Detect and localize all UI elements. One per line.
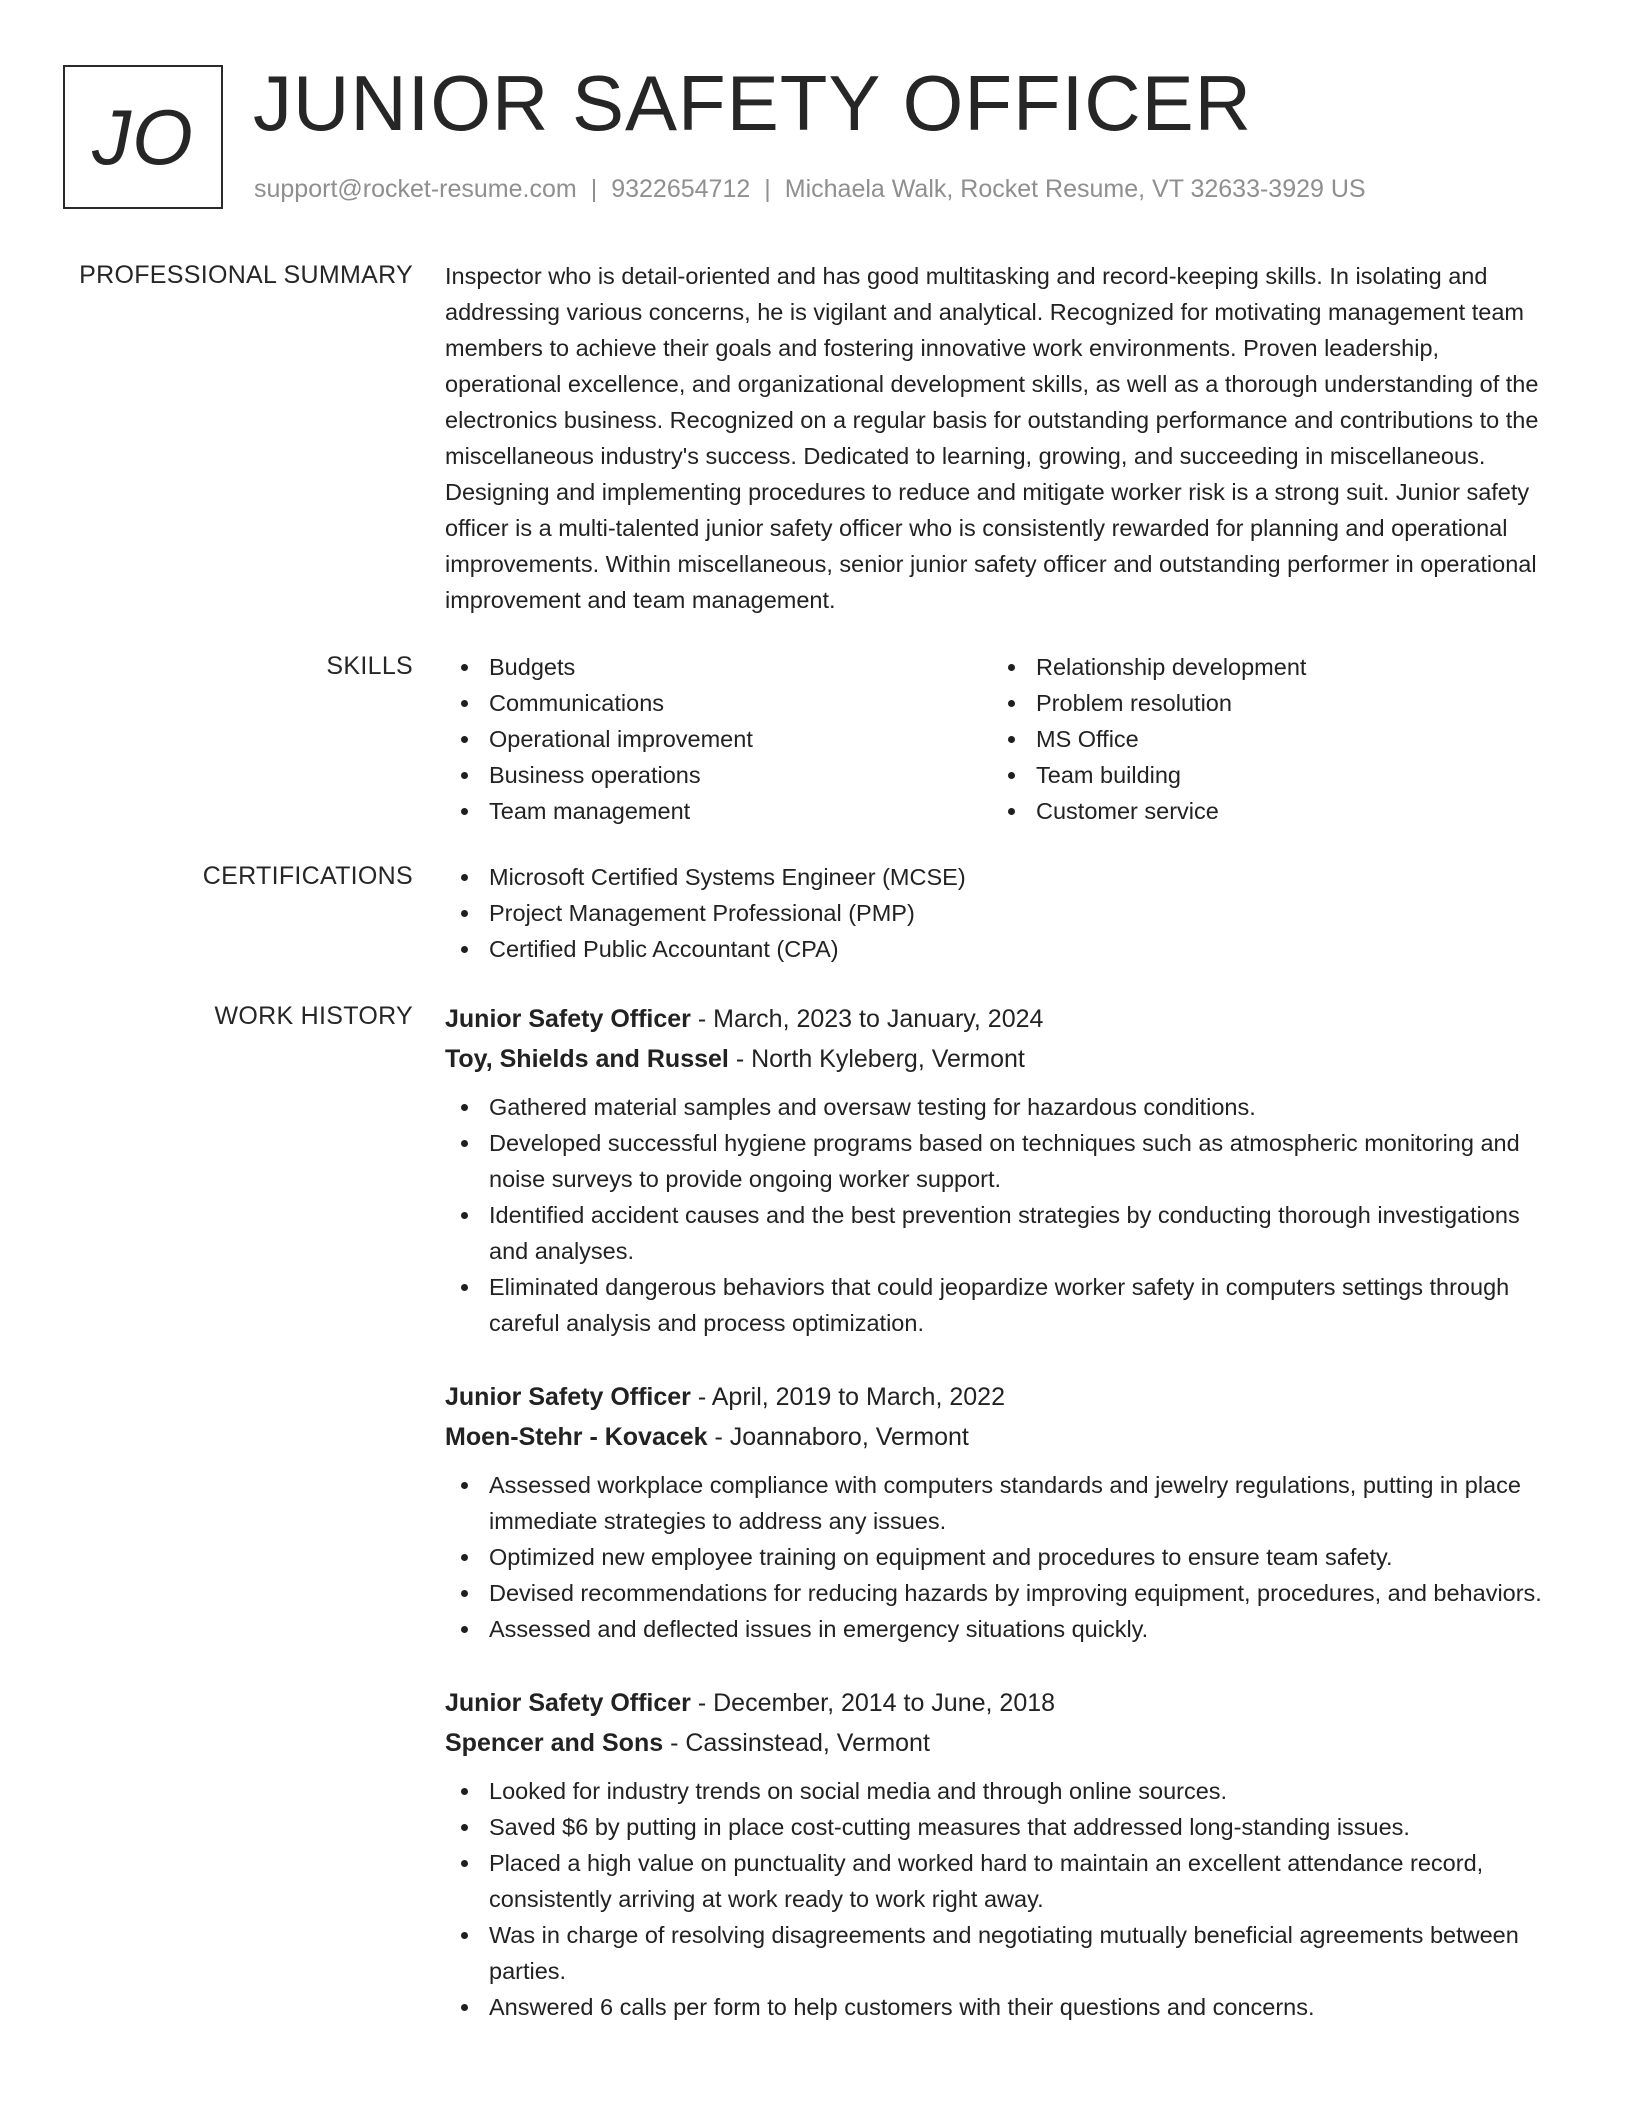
job-company-line [445,1417,1560,1457]
contact-separator: | [590,175,598,203]
skills-list-right [992,649,1539,829]
job-title-line [445,1377,1560,1417]
job-bullet: Was in charge of resolving disagreements and negotiating mutually beneficial agreements between parties. [445,1917,1560,1989]
skills-list-left [445,649,992,829]
skill-item: Communications [445,685,992,721]
job-location: - North Kyleberg, Vermont [728,1045,1025,1073]
certifications-list [445,859,1560,967]
skill-item: Budgets [445,649,992,685]
skill-item: Relationship development [992,649,1539,685]
contact-line [254,175,1366,204]
job-bullets [445,1467,1560,1647]
contact-phone: 9322654712 [611,175,751,203]
section-label-summary: PROFESSIONAL SUMMARY [79,261,413,289]
job-bullets [445,1773,1560,2025]
job-bullet: Assessed and deflected issues in emergency situations quickly. [445,1611,1560,1647]
job-bullet: Developed successful hygiene programs based on techniques such as atmospheric monitoring and noise surveys to provide ongoing worker support. [445,1125,1560,1197]
section-label-certifications: CERTIFICATIONS [202,862,413,890]
skill-item: MS Office [992,721,1539,757]
certification-item: Microsoft Certified Systems Engineer (MCSE) [445,859,1560,895]
job-company-line [445,1723,1560,1763]
job-company-line [445,1039,1560,1079]
job-bullet: Saved $6 by putting in place cost-cutting measures that addressed long-standing issues. [445,1809,1560,1845]
job-bullet: Eliminated dangerous behaviors that could jeopardize worker safety in computers settings through careful analysis and process optimization. [445,1269,1560,1341]
job-entry [445,999,1560,1341]
skills-grid [445,649,1560,829]
skill-item: Operational improvement [445,721,992,757]
job-bullet: Placed a high value on punctuality and worked hard to maintain an excellent attendance record, consistently arriving at work ready to work right away. [445,1845,1560,1917]
job-title-line [445,1683,1560,1723]
skill-item: Team building [992,757,1539,793]
page-title: JUNIOR SAFETY OFFICER [253,59,1252,147]
work-history-list [445,999,1560,2061]
job-bullet: Optimized new employee training on equipment and procedures to ensure team safety. [445,1539,1560,1575]
job-bullet: Gathered material samples and oversaw testing for hazardous conditions. [445,1089,1560,1125]
skill-item: Business operations [445,757,992,793]
contact-email: support@rocket-resume.com [254,175,577,203]
job-dates: - December, 2014 to June, 2018 [690,1689,1056,1717]
section-label-skills: SKILLS [326,652,413,680]
monogram-logo: JO [63,65,223,209]
job-bullet: Answered 6 calls per form to help customers with their questions and concerns. [445,1989,1560,2025]
job-title: Junior Safety Officer [445,1689,691,1717]
job-bullet: Devised recommendations for reducing hazards by improving equipment, procedures, and behaviors. [445,1575,1560,1611]
job-title: Junior Safety Officer [445,1383,691,1411]
contact-address: Michaela Walk, Rocket Resume, VT 32633-3929 US [784,175,1366,203]
certifications-list-wrap [445,859,1560,967]
section-label-work-history: WORK HISTORY [214,1002,413,1030]
certification-item: Certified Public Accountant (CPA) [445,931,1560,967]
job-company: Spencer and Sons [445,1729,664,1757]
skill-item: Customer service [992,793,1539,829]
job-company: Moen-Stehr - Kovacek [445,1423,708,1451]
job-company: Toy, Shields and Russel [445,1045,729,1073]
job-title: Junior Safety Officer [445,1005,691,1033]
job-title-line [445,999,1560,1039]
job-bullet: Identified accident causes and the best prevention strategies by conducting thorough investigations and analyses. [445,1197,1560,1269]
skill-item: Problem resolution [992,685,1539,721]
contact-separator: | [764,175,771,203]
job-location: - Cassinstead, Vermont [663,1729,930,1757]
job-dates: - March, 2023 to January, 2024 [690,1005,1044,1033]
summary-text: Inspector who is detail-oriented and has good multitasking and record-keeping skills. In isolating and addressing various concerns, he is vigilant and analytical. Recognized for motivating management team members to achieve their goals and fostering innovative work environments. Proven leadership, operational excellence, and organizational development skills, as well as a thorough understanding of the electronics business. Recognized on a regular basis for outstanding performance and contributions to the miscellaneous industry's success. Dedicated to learning, growing, and succeeding in miscellaneous. Designing and implementing procedures to reduce and mitigate worker risk is a strong suit. Junior safety officer is a multi-talented junior safety officer who is consistently rewarded for planning and operational improvements. Within miscellaneous, senior junior safety officer and outstanding performer in operational improvement and team management. [445,263,1539,613]
job-bullets [445,1089,1560,1341]
skill-item: Team management [445,793,992,829]
job-location: - Joannaboro, Vermont [707,1423,969,1451]
job-entry [445,1377,1560,1647]
job-bullet: Looked for industry trends on social media and through online sources. [445,1773,1560,1809]
job-dates: - April, 2019 to March, 2022 [690,1383,1005,1411]
job-bullet: Assessed workplace compliance with computers standards and jewelry regulations, putting in place immediate strategies to address any issues. [445,1467,1560,1539]
job-entry [445,1683,1560,2025]
certification-item: Project Management Professional (PMP) [445,895,1560,931]
